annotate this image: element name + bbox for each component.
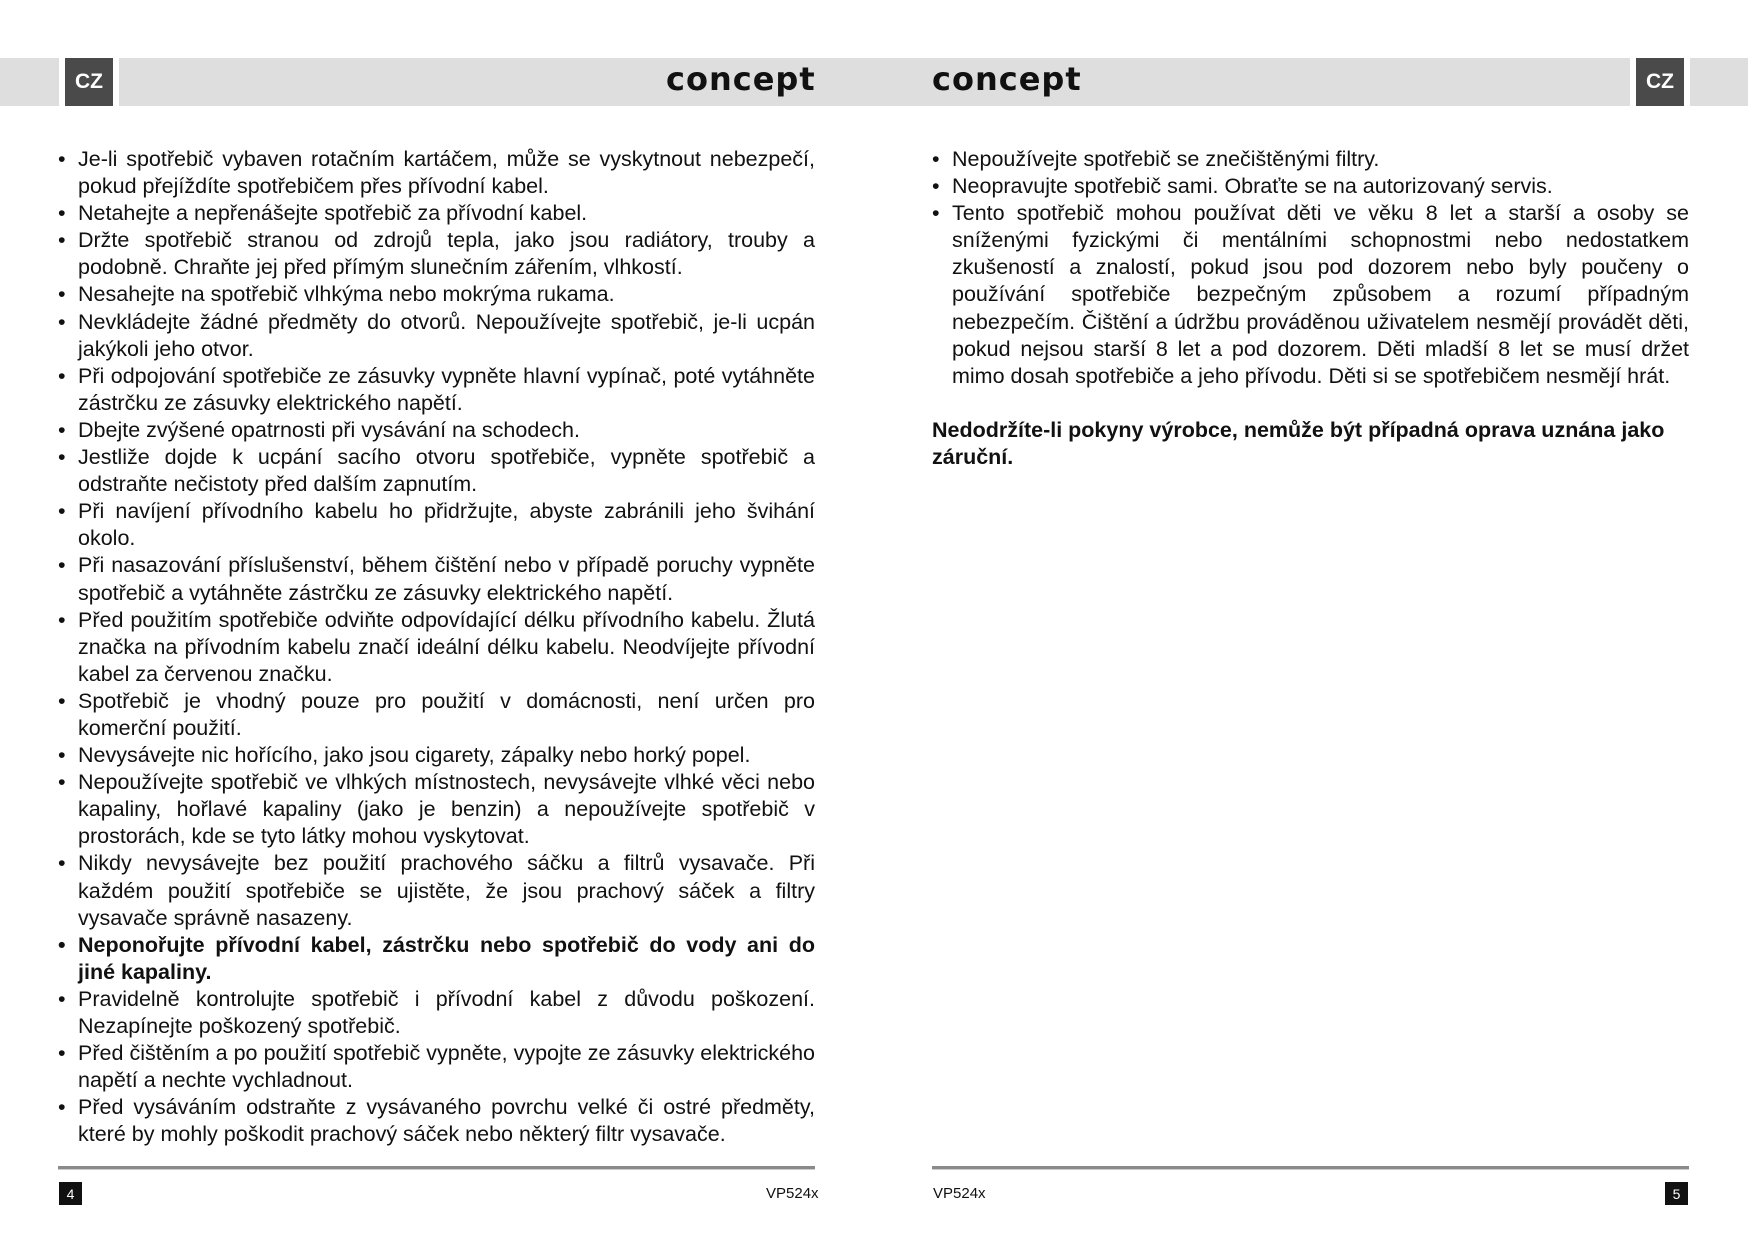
list-item: • Nepoužívejte spotřebič se znečištěnými filtry. (932, 146, 1689, 173)
model-right: VP524x (933, 1185, 986, 1202)
list-item: • Při nasazování příslušenství, během čištění nebo v případě poruchy vypněte spotřebič a vytáhněte zástrčku ze zásuvky elektrického napětí. (58, 552, 815, 606)
list-item: • Před použitím spotřebiče odviňte odpovídající délku přívodního kabelu. Žlutá značka na přívodním kabelu značí ideální délku kabelu. Neodvíjejte přívodní kabel za červenou značku. (58, 607, 815, 688)
list-item: • Před vysáváním odstraňte z vysávaného povrchu velké či ostré předměty, které by mohly poškodit prachový sáček nebo některý filtr vysavače. (58, 1094, 815, 1148)
list-item: • Držte spotřebič stranou od zdrojů tepla, jako jsou radiátory, trouby a podobně. Chraňte jej před přímým slunečním zářením, vlhkostí. (58, 227, 815, 281)
list-item: • Tento spotřebič mohou používat děti ve věku 8 let a starší a osoby se sníženými fyzickými či mentálními schopnostmi nebo nedostatkem zkušeností a znalostí, pokud jsou pod dozorem nebo byly poučeny o používání spotřebiče bezpečným způsobem a rozumí případným nebezpečím. Čištění a údržbu prováděnou uživatelem nesmějí provádět děti, pokud nejsou starší 8 let a pod dozorem. Děti mladší 8 let se musí držet mimo dosah spotřebiče a jeho přívodu. Děti si se spotřebičem nesmějí hrát. (932, 200, 1689, 390)
list-item: • Nevysávejte nic hořícího, jako jsou cigarety, zápalky nebo horký popel. (58, 742, 815, 769)
list-item: • Jestliže dojde k ucpání sacího otvoru spotřebiče, vypněte spotřebič a odstraňte nečistoty před dalším zapnutím. (58, 444, 815, 498)
brand-logo-left: concept (666, 60, 816, 98)
list-item: • Je-li spotřebič vybaven rotačním kartáčem, může se vyskytnout nebezpečí, pokud přejíždíte spotřebičem přes přívodní kabel. (58, 146, 815, 200)
left-column (58, 146, 815, 1148)
list-item: • Nikdy nevysávejte bez použití prachového sáčku a filtrů vysavače. Při každém použití spotřebiče se ujistěte, že jsou prachový sáček a filtry vysavače správně nasazeny. (58, 850, 815, 931)
safety-list-left (58, 146, 815, 1148)
list-item: • Nepoužívejte spotřebič ve vlhkých místnostech, nevysávejte vlhké věci nebo kapaliny, hořlavé kapaliny (jako je benzin) a nepoužívejte spotřebič v prostorách, kde se tyto látky mohou vyskytovat. (58, 769, 815, 850)
page-number-left: 4 (59, 1182, 82, 1205)
language-badge-left: CZ (59, 58, 119, 106)
list-item: • Netahejte a nepřenášejte spotřebič za přívodní kabel. (58, 200, 815, 227)
warranty-note: Nedodržíte-li pokyny výrobce, nemůže být případná oprava uznána jako záruční. (932, 417, 1665, 469)
language-badge-right: CZ (1630, 58, 1690, 106)
list-item: • Před čištěním a po použití spotřebič vypněte, vypojte ze zásuvky elektrického napětí a nechte vychladnout. (58, 1040, 815, 1094)
list-item: • Neopravujte spotřebič sami. Obraťte se na autorizovaný servis. (932, 173, 1689, 200)
list-item: • Pravidelně kontrolujte spotřebič i přívodní kabel z důvodu poškození. Nezapínejte poškozený spotřebič. (58, 986, 815, 1040)
list-item: • Nesahejte na spotřebič vlhkýma nebo mokrýma rukama. (58, 281, 815, 308)
footer-rule-left (58, 1166, 815, 1170)
footer-rule-right (932, 1166, 1689, 1170)
list-item: • Spotřebič je vhodný pouze pro použití v domácnosti, není určen pro komerční použití. (58, 688, 815, 742)
list-item: • Při navíjení přívodního kabelu ho přidržujte, abyste zabránili jeho švihání okolo. (58, 498, 815, 552)
list-item: • Nevkládejte žádné předměty do otvorů. Nepoužívejte spotřebič, je-li ucpán jakýkoli jeho otvor. (58, 309, 815, 363)
brand-logo-right: concept (932, 60, 1082, 98)
list-item: • Dbejte zvýšené opatrnosti při vysávání na schodech. (58, 417, 815, 444)
list-item: • Při odpojování spotřebiče ze zásuvky vypněte hlavní vypínač, poté vytáhněte zástrčku ze zásuvky elektrického napětí. (58, 363, 815, 417)
page-number-right: 5 (1665, 1182, 1688, 1205)
right-column (932, 146, 1689, 471)
list-item: • Neponořujte přívodní kabel, zástrčku nebo spotřebič do vody ani do jiné kapaliny. (58, 932, 815, 986)
safety-list-right (932, 146, 1689, 390)
model-left: VP524x (766, 1185, 819, 1202)
